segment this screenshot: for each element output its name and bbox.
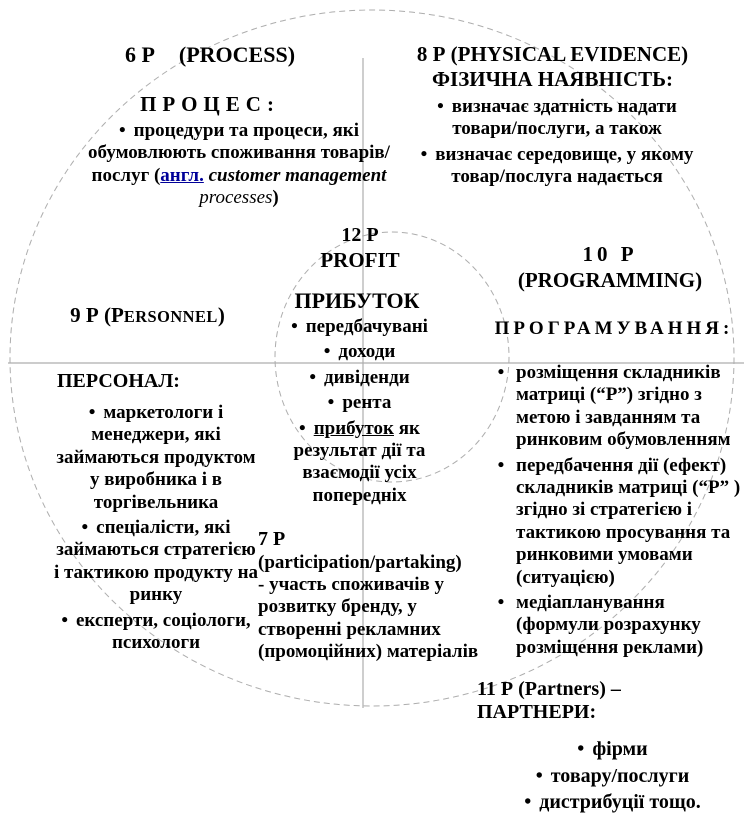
section-6p-title: ПРОЦЕС: [140, 92, 280, 116]
list-item [52, 610, 260, 655]
list-item [486, 455, 748, 589]
list-item-text: ) [272, 187, 279, 209]
section-9p-code-close: ) [217, 303, 225, 327]
list-item-text: медіапланування (формули розрахунку розміщення реклами) [516, 592, 704, 658]
list-item-text: рента [342, 392, 392, 414]
bullet-icon: • [61, 609, 68, 631]
section-7p-name-en: (participation/partaking) [258, 551, 462, 573]
section-10p-list [486, 362, 748, 662]
section-12p-title: ПРИБУТОК [294, 288, 420, 313]
section-6p-list [80, 120, 398, 213]
list-item [505, 738, 720, 762]
section-12p-name-en: PROFIT [320, 248, 400, 272]
list-item [262, 392, 457, 414]
list-item [52, 402, 260, 514]
section-11p-heading: 11 Р (Partners) – [477, 678, 621, 700]
list-item-text: доходи [338, 341, 396, 363]
bullet-icon: • [118, 120, 126, 141]
section-9p-code-smallcaps: ERSONNEL [123, 307, 218, 326]
list-item-text: фірми [592, 738, 648, 760]
list-item-text-italic-bold: customer management [208, 164, 387, 186]
list-item-text: маркетологи і менеджери, які займаються продуктом у виробника і в торгівельника [56, 402, 256, 513]
section-9p-list [52, 402, 260, 657]
list-item-text: передбачення дії (ефект) складників матриці (“Р” ) згідно зі стратегією і тактикою просування та ринковими умовами (ситуацією) [516, 454, 741, 588]
bullet-icon: • [577, 738, 585, 760]
list-item [262, 316, 457, 338]
section-9p-title: ПЕРСОНАЛ: [57, 370, 180, 392]
section-6p-name-en: (PROCESS) [178, 42, 296, 67]
section-7p-participation [258, 528, 488, 664]
section-11p-title: ПАРТНЕРИ: [477, 701, 597, 723]
list-item [486, 362, 748, 452]
section-9p-heading [25, 303, 270, 327]
list-item-text: дистрибуції тощо. [539, 791, 701, 814]
list-item-text: спеціалісти, які займаються стратегією і тактикою продукту на ринку [53, 517, 259, 606]
bullet-icon: • [497, 362, 505, 383]
list-item-text: розміщення складників матриці (“Р”) згідно з метою і завданням та ринковим обумовленням [516, 362, 731, 451]
section-8p-list [412, 96, 702, 192]
list-item-text-underlined: прибуток [313, 417, 394, 439]
section-10p-title: ПРОГРАМУВАННЯ: [494, 318, 734, 339]
section-6p-code: 6 Р [124, 42, 155, 67]
bullet-icon: • [524, 791, 532, 814]
bullet-icon: • [88, 402, 96, 423]
bullet-icon: • [437, 96, 444, 117]
list-item-text: експерти, соціологи, психологи [75, 609, 251, 654]
section-7p-code: 7 Р [258, 528, 286, 550]
bullet-icon: • [323, 341, 331, 363]
list-item-text: визначає здатність надати товари/послуги, а також [451, 96, 677, 140]
list-item [412, 144, 702, 189]
list-item [262, 341, 457, 363]
section-11p-list [505, 738, 720, 818]
list-item-text: дивіденди [324, 366, 410, 388]
list-item [262, 418, 457, 508]
bullet-icon: • [535, 764, 543, 787]
section-8p-heading: 8 Р (PHYSICAL EVIDENCE) [416, 42, 689, 66]
list-item [412, 96, 702, 141]
angl-link[interactable]: англ. [160, 164, 204, 186]
list-item [80, 120, 398, 210]
list-item-text: товару/послуги [550, 764, 690, 787]
section-10p-name-en: (PROGRAMMING) [517, 268, 703, 292]
list-item [486, 592, 748, 659]
list-item [505, 791, 720, 815]
list-item-text: визначає середовище, у якому товар/послуга надається [435, 143, 694, 188]
section-12p-list [262, 316, 457, 510]
list-item-text: передбачувані [305, 316, 428, 337]
bullet-icon: • [299, 417, 306, 439]
list-item-text: процедури та процеси, які обумовлюють споживання товарів/послуг ( [88, 120, 390, 186]
list-item [505, 765, 720, 789]
section-7p-body: - участь споживачів у розвитку бренду, у створенні рекламних (промоційних) матеріалів [258, 574, 479, 663]
bullet-icon: • [497, 454, 505, 476]
list-item-text-italic: processes [199, 187, 273, 209]
list-item [262, 367, 457, 389]
bullet-icon: • [291, 316, 298, 337]
bullet-icon: • [420, 143, 428, 165]
list-item-text: як результат дії та взаємодії усіх попередніх [293, 417, 426, 506]
section-12p-code: 12 Р [341, 224, 379, 246]
bullet-icon: • [81, 517, 89, 539]
section-6p-heading [70, 42, 350, 67]
section-10p-code: 10 Р [582, 242, 638, 266]
bullet-icon: • [497, 592, 505, 614]
list-item [52, 517, 260, 607]
section-8p-title: ФІЗИЧНА НАЯВНІСТЬ: [431, 67, 674, 91]
bullet-icon: • [309, 366, 316, 388]
section-9p-code: 9 Р (P [70, 303, 124, 327]
bullet-icon: • [327, 392, 335, 414]
